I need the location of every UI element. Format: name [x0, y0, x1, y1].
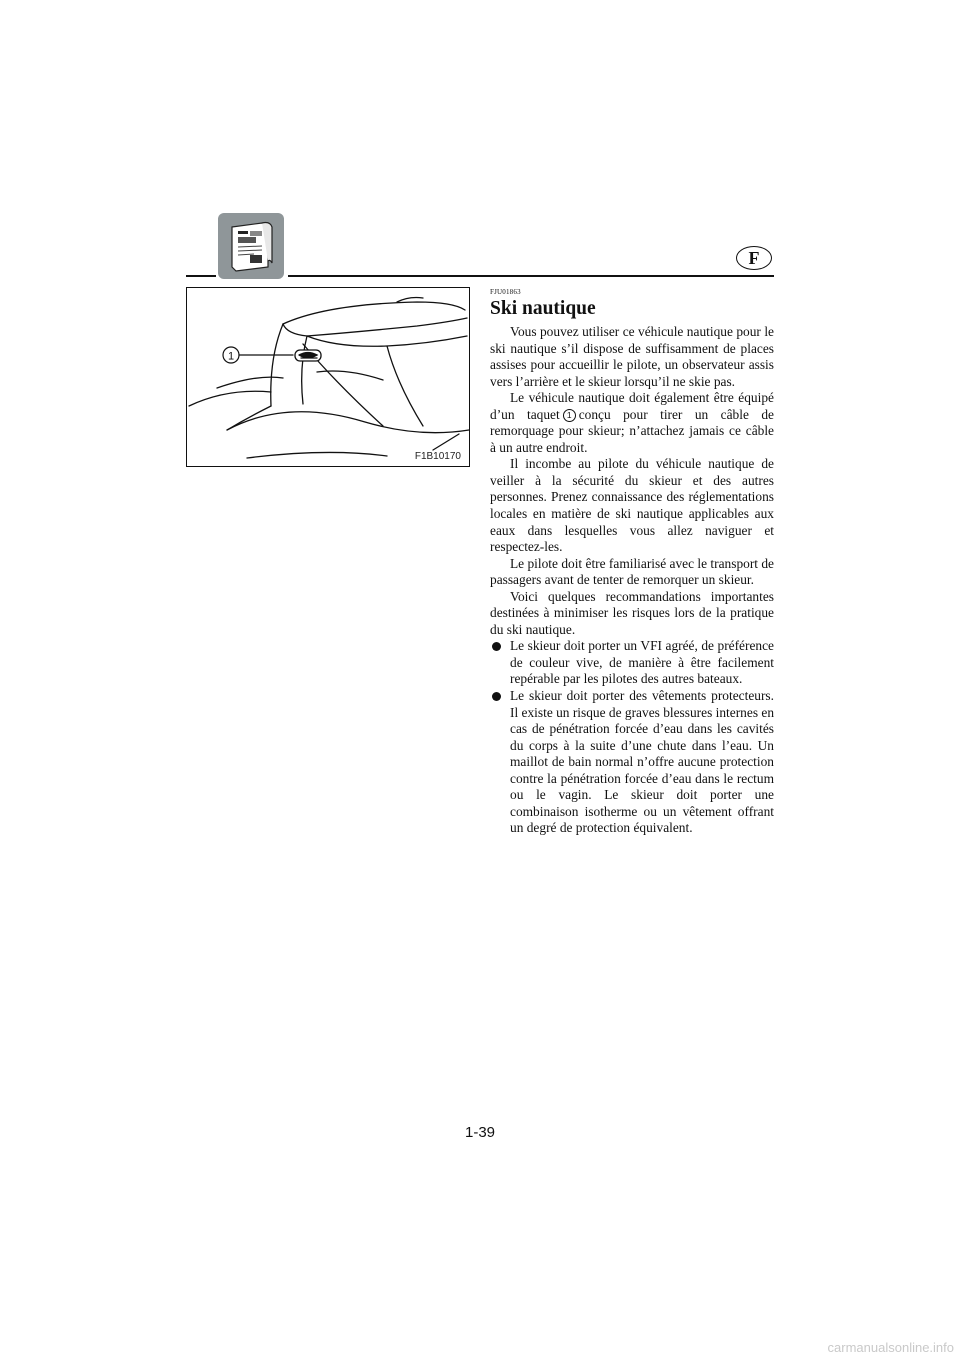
bullet-icon — [492, 642, 501, 651]
callout-number: 1 — [227, 350, 235, 363]
section-ski-nautique — [490, 288, 774, 837]
watercraft-rear-illustration — [187, 288, 471, 468]
doc-code: FJU01863 — [490, 288, 521, 296]
figure-tow-cleat — [186, 287, 470, 467]
language-badge: F — [736, 246, 772, 270]
paragraph-5: Voici quelques recommandations importantes destinées à minimiser les risques lors de la pratique du ski nautique. — [490, 588, 774, 637]
header-rule-right — [288, 275, 774, 277]
section-title: Ski nautique — [490, 298, 596, 319]
paragraph-2-end: conçu pour tirer un câble de remorquage pour skieur; n’attachez jamais ce câble à un autre endroit. — [490, 406, 774, 455]
paragraph-2-start: Le véhicule nautique doit également être équipé d’un taquet — [490, 390, 774, 422]
list-item-text: Le skieur doit porter un VFI agréé, de préférence de couleur vive, de manière à être facilement repérable par les pilotes des autres bateaux. — [510, 638, 774, 687]
paragraph-1: Vous pouvez utiliser ce véhicule nautique pour le ski nautique s’il dispose de suffisamment de places assises pour accueillir le pilote, un observateur assis vers l’arrière et le skieur lorsqu’il ne skie pas. — [490, 324, 774, 389]
list-item — [490, 688, 774, 837]
callout-ref: 1 — [563, 409, 576, 422]
header-rule-left — [186, 275, 216, 277]
manual-book-icon — [218, 213, 284, 279]
watermark: carmanualsonline.info — [827, 1340, 954, 1355]
paragraph-4: Le pilote doit être familiarisé avec le transport de passagers avant de tenter de remorquer un skieur. — [490, 555, 774, 588]
paragraph-2 — [490, 390, 774, 456]
bullet-icon — [492, 692, 501, 701]
list-item — [490, 638, 774, 688]
paragraph-3: Il incombe au pilote du véhicule nautique de veiller à la sécurité du skieur et des autres personnes. Prenez connaissance des réglementations locales en matière de ski nautique applicables aux eaux dans lesquelles vous allez naviguer et respectez-les. — [490, 456, 774, 555]
list-item-text: Le skieur doit porter des vêtements protecteurs. Il existe un risque de graves blessures internes en cas de pénétration forcée d’eau dans les cavités du corps à la suite d’une chute dans l’eau. Un maillot de bain normal n’offre aucune protection contre la pénétration forcée d’eau dans le rectum ou le vagin. Le skieur doit porter une combinaison isotherme ou un vêtement offrant un degré de protection équivalent. — [510, 688, 775, 836]
page-number: 1-39 — [464, 1124, 496, 1141]
figure-code: F1B10170 — [414, 451, 461, 462]
